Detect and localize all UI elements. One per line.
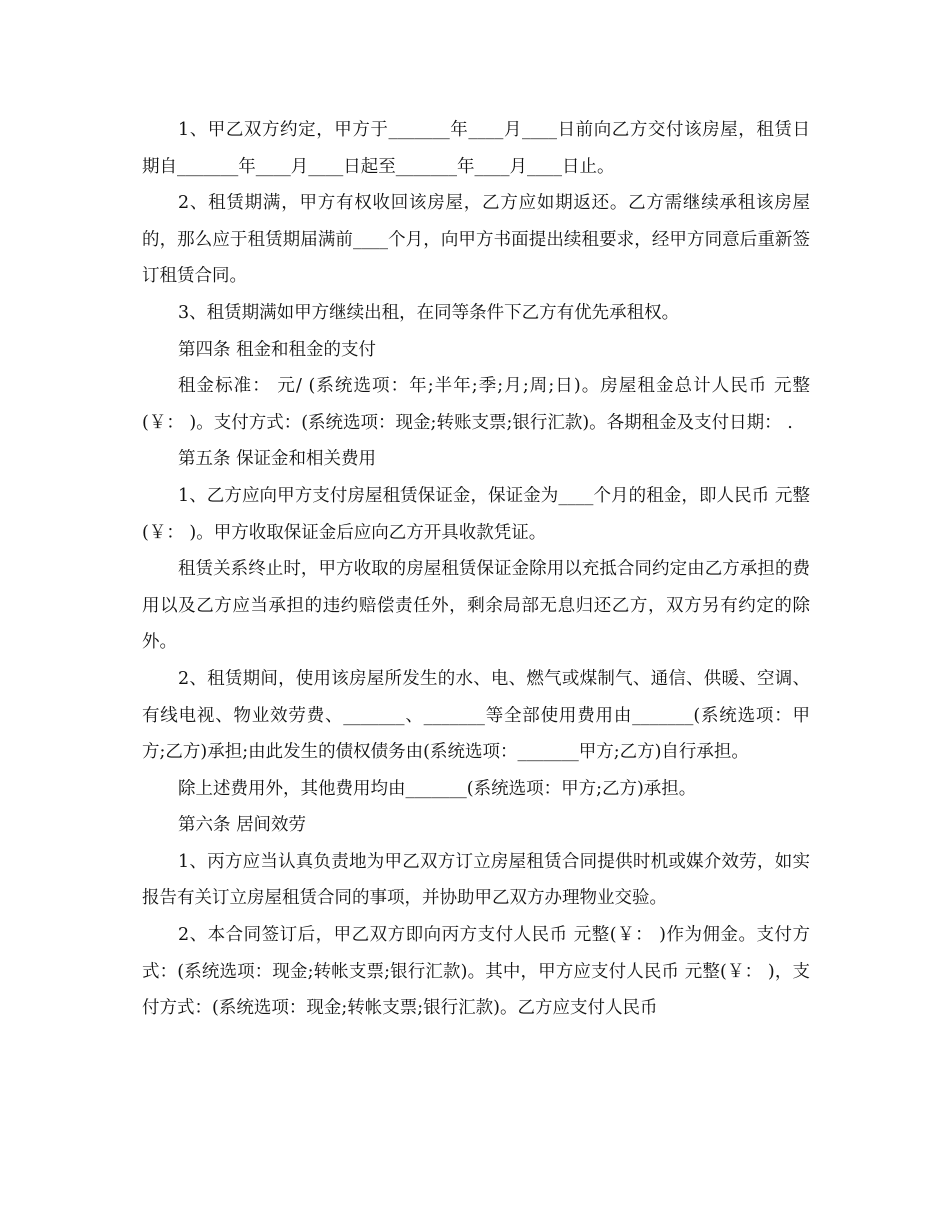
section-heading-6: 第六条 居间效劳 xyxy=(178,815,307,836)
paragraph-utility-fees: 2、租赁期间，使用该房屋所发生的水、电、燃气或煤制气、通信、供暖、空调、有线电视、物业效劳费、_______、_______等全部使用费用由_______(系统选项：甲方;乙方)承担;由此发生的债权债务由(系统选项：_______甲方;乙方)自行承担。 xyxy=(142,668,810,763)
paragraph-commission: 2、本合同签订后，甲乙双方即向丙方支付人民币 元整(￥： )作为佣金。支付方式：(系统选项：现金;转帐支票;银行汇款)。其中，甲方应支付人民币 元整(￥： )，支付方式：(系统选项：现金;转帐支票;银行汇款)。乙方应支付人民币 xyxy=(142,925,810,1019)
section-heading-5: 第五条 保证金和相关费用 xyxy=(178,449,377,470)
paragraph-priority-right: 3、租赁期满如甲方继续出租，在同等条件下乙方有优先承租权。 xyxy=(178,302,680,323)
paragraph-deposit: 1、乙方应向甲方支付房屋租赁保证金，保证金为____个月的租金，即人民币 元整(￥： )。甲方收取保证金后应向乙方开具收款凭证。 xyxy=(142,485,810,543)
section-heading-4: 第四条 租金和租金的支付 xyxy=(178,339,377,360)
paragraph-other-fees: 除上述费用外，其他费用均由_______(系统选项：甲方;乙方)承担。 xyxy=(178,778,697,799)
paragraph-lease-renewal: 2、租赁期满，甲方有权收回该房屋，乙方应如期返还。乙方需继续承租该房屋的，那么应于租赁期届满前____个月，向甲方书面提出续租要求，经甲方同意后重新签订租赁合同。 xyxy=(142,193,810,287)
paragraph-intermediary-duty: 1、丙方应当认真负责地为甲乙双方订立房屋租赁合同提供时机或媒介效劳，如实报告有关订立房屋租赁合同的事项，并协助甲乙双方办理物业交验。 xyxy=(142,851,810,909)
document-body xyxy=(142,112,810,1027)
paragraph-deposit-return: 租赁关系终止时，甲方收取的房屋租赁保证金除用以充抵合同约定由乙方承担的费用以及乙方应当承担的违约赔偿责任外，剩余局部无息归还乙方，双方另有约定的除外。 xyxy=(142,559,810,653)
paragraph-delivery-date: 1、甲乙双方约定，甲方于_______年____月____日前向乙方交付该房屋，租赁日期自_______年____月____日起至_______年____月____日止。 xyxy=(142,120,810,177)
paragraph-rent-standard: 租金标准： 元/ (系统选项：年;半年;季;月;周;日)。房屋租金总计人民币 元整(￥： )。支付方式：(系统选项：现金;转账支票;银行汇款)。各期租金及支付日期： . xyxy=(142,376,810,433)
